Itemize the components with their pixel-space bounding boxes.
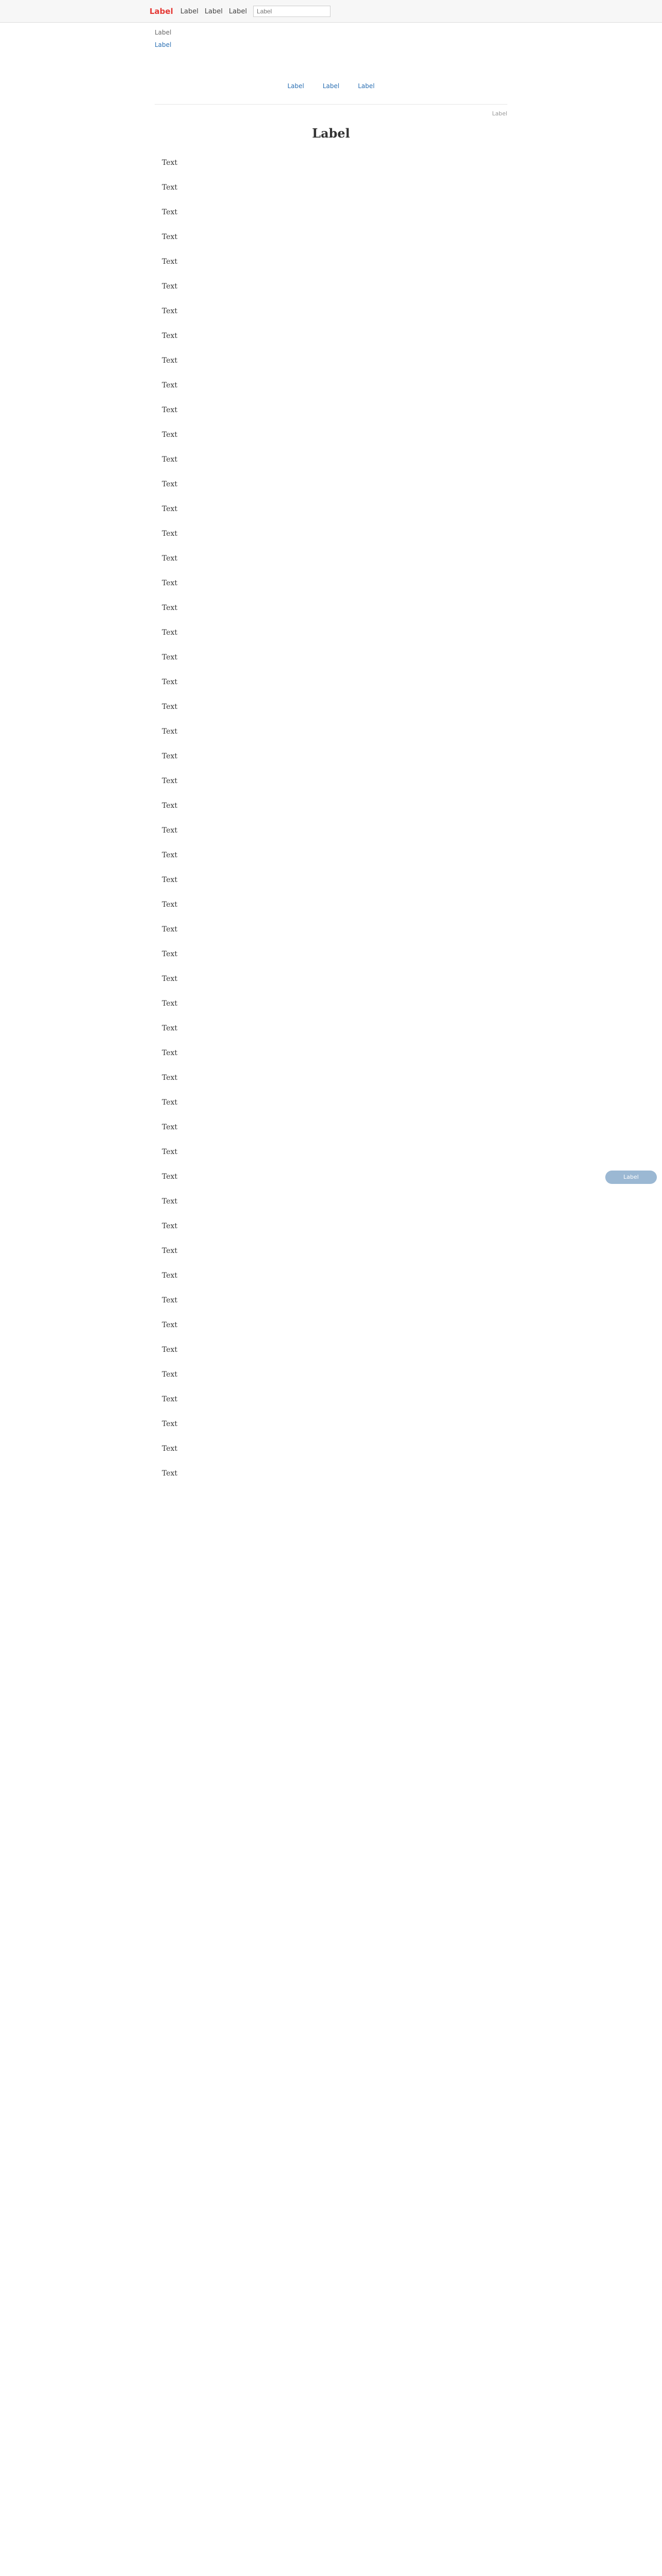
chapter-pager: [0, 82, 662, 90]
paragraph: Text: [162, 925, 178, 934]
paragraph: Text: [162, 1123, 178, 1131]
paragraph: Text: [162, 554, 178, 563]
paragraph: Text: [162, 1024, 178, 1032]
search-input[interactable]: [253, 6, 330, 17]
page-count: Label: [492, 110, 507, 117]
paragraph: Text: [162, 604, 178, 612]
nav-item-0[interactable]: Label: [180, 7, 198, 15]
paragraph: Text: [162, 1370, 178, 1379]
paragraph: Text: [162, 357, 178, 365]
paragraph: Text: [162, 901, 178, 909]
paragraph: Text: [162, 183, 178, 192]
paragraph: Text: [162, 1469, 178, 1478]
next-chapter-link[interactable]: Label: [358, 82, 375, 90]
paragraph: Text: [162, 1148, 178, 1156]
paragraph: Text: [162, 233, 178, 241]
paragraph: Text: [162, 777, 178, 785]
paragraph: Text: [162, 975, 178, 983]
share-button[interactable]: Label: [605, 1171, 657, 1184]
paragraph: Text: [162, 1074, 178, 1082]
paragraph: Text: [162, 653, 178, 662]
paragraph: Text: [162, 629, 178, 637]
paragraph: Text: [162, 802, 178, 810]
paragraph: Text: [162, 1098, 178, 1107]
novel-text: [155, 157, 507, 2576]
paragraph: Text: [162, 678, 178, 686]
paragraph: Text: [162, 159, 178, 167]
paragraph: Text: [162, 530, 178, 538]
breadcrumb[interactable]: Label: [155, 41, 172, 48]
paragraph: Text: [162, 406, 178, 414]
paragraph: Text: [162, 431, 178, 439]
paragraph: Text: [162, 876, 178, 884]
previous-chapter-link[interactable]: Label: [287, 82, 304, 90]
paragraph: Text: [162, 727, 178, 736]
chapter-title: Label: [312, 126, 350, 141]
paragraph: Text: [162, 480, 178, 488]
site-brand-link[interactable]: Label: [150, 7, 173, 16]
login-notice: Label: [155, 29, 172, 36]
paragraph: Text: [162, 1247, 178, 1255]
paragraph: Text: [162, 703, 178, 711]
paragraph: Text: [162, 752, 178, 760]
paragraph: Text: [162, 282, 178, 291]
paragraph: Text: [162, 851, 178, 859]
paragraph: Text: [162, 332, 178, 340]
paragraph: Text: [162, 1346, 178, 1354]
paragraph: Text: [162, 208, 178, 216]
top-navigation-bar: [0, 0, 662, 23]
paragraph: Text: [162, 950, 178, 958]
paragraph: Text: [162, 999, 178, 1008]
paragraph: Text: [162, 579, 178, 587]
paragraph: Text: [162, 381, 178, 389]
paragraph: Text: [162, 1395, 178, 1403]
paragraph: Text: [162, 1321, 178, 1329]
paragraph: Text: [162, 505, 178, 513]
paragraph: Text: [162, 307, 178, 315]
paragraph: Text: [162, 1445, 178, 1453]
paragraph: Text: [162, 1420, 178, 1428]
nav-item-2[interactable]: Label: [228, 7, 247, 15]
paragraph: Text: [162, 1296, 178, 1304]
paragraph: Text: [162, 826, 178, 835]
paragraph: Text: [162, 455, 178, 464]
paragraph: Text: [162, 1197, 178, 1206]
pager-divider: [155, 104, 507, 105]
paragraph: Text: [162, 1222, 178, 1230]
paragraph: Text: [162, 1173, 178, 1181]
nav-item-1[interactable]: Label: [204, 7, 223, 15]
paragraph: Text: [162, 1049, 178, 1057]
paragraph: Text: [162, 1272, 178, 1280]
paragraph: Text: [162, 258, 178, 266]
chapter-index-link[interactable]: Label: [322, 82, 340, 90]
